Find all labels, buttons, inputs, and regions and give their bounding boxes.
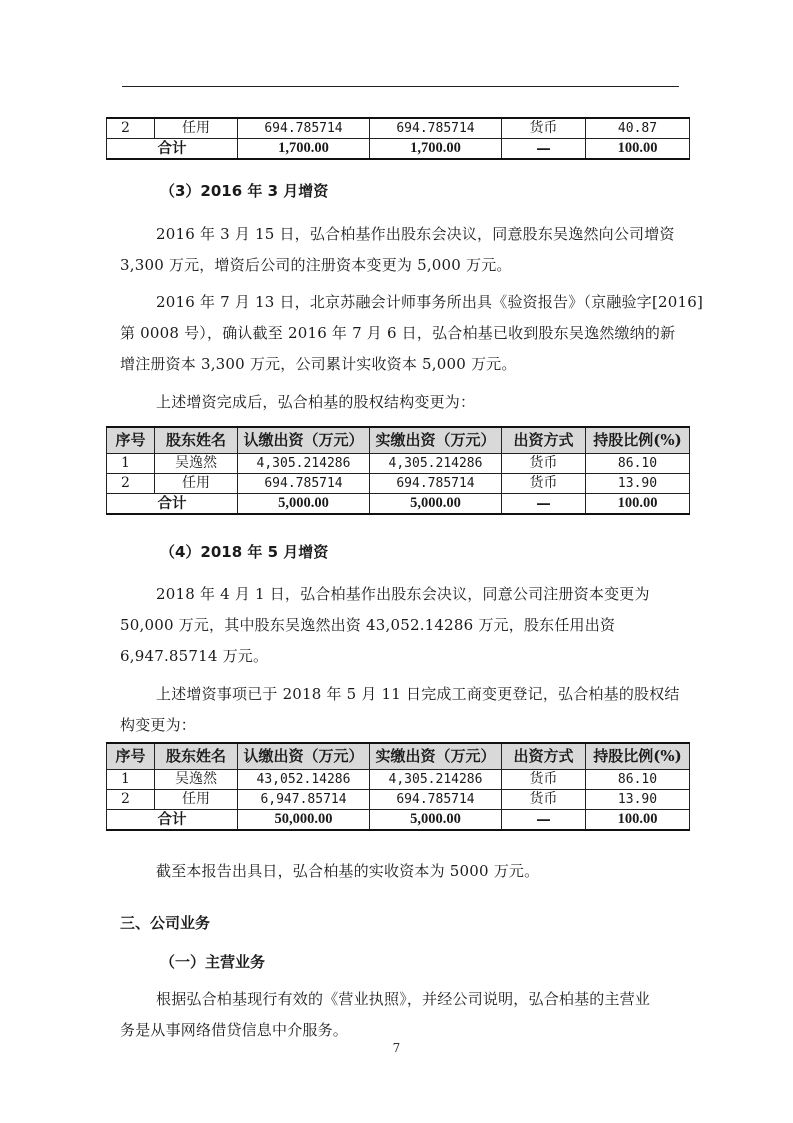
table-row	[107, 474, 690, 494]
header-name: 股东姓名	[155, 743, 238, 770]
row-subscribed: 694.785714	[238, 474, 370, 494]
row-ratio: 13.90	[586, 474, 690, 494]
table-row	[107, 118, 690, 139]
paragraph-2018-resolution	[120, 579, 680, 672]
header-method: 出资方式	[502, 743, 586, 770]
text-line: 2018 年 4 月 1 日，弘合柏基作出股东会决议，同意公司注册资本变更为	[156, 585, 650, 603]
table-header-row	[107, 743, 690, 770]
header-paid: 实缴出资（万元）	[370, 427, 502, 454]
total-subscribed: 50,000.00	[238, 810, 370, 831]
row-name: 吴逸然	[155, 770, 238, 790]
row-paid: 694.785714	[370, 474, 502, 494]
row-subscribed: 4,305.214286	[238, 454, 370, 474]
sub-heading-main-business: （一）主营业务	[160, 953, 266, 971]
row-subscribed: 43,052.14286	[238, 770, 370, 790]
row-paid: 694.785714	[370, 790, 502, 810]
text-line: 3,300 万元，增资后公司的注册资本变更为 5,000 万元。	[120, 256, 512, 274]
row-subscribed: 6,947.85714	[238, 790, 370, 810]
total-ratio: 100.00	[586, 494, 690, 515]
total-method: —	[502, 494, 586, 515]
paragraph-2016-resolution	[120, 219, 680, 281]
paragraph-2016-verification	[120, 287, 704, 380]
total-paid: 5,000.00	[370, 810, 502, 831]
row-method: 货币	[502, 790, 586, 810]
row-ratio: 86.10	[586, 770, 690, 790]
table-row	[107, 770, 690, 790]
row-paid: 4,305.214286	[370, 454, 502, 474]
row-ratio: 40.87	[586, 118, 690, 139]
paragraph-closing	[120, 856, 680, 887]
section-heading-2016-march: （3）2016 年 3 月增资	[160, 182, 329, 200]
row-ratio: 13.90	[586, 790, 690, 810]
row-name: 任用	[155, 790, 238, 810]
header-subscribed: 认缴出资（万元）	[238, 743, 370, 770]
row-paid: 694.785714	[370, 118, 502, 139]
total-ratio: 100.00	[586, 810, 690, 831]
row-no: 1	[107, 770, 155, 790]
total-label: 合计	[107, 810, 238, 831]
text-line: 2016 年 7 月 13 日，北京苏融会计师事务所出具《验资报告》（京融验字[2016]	[156, 293, 704, 311]
row-no: 1	[107, 454, 155, 474]
text-line: 2016 年 3 月 15 日，弘合柏基作出股东会决议，同意股东吴逸然向公司增资	[156, 225, 675, 243]
text-line: 增注册资本 3,300 万元，公司累计实收资本 5,000 万元。	[120, 355, 517, 373]
text-line: 根据弘合柏基现行有效的《营业执照》，并经公司说明，弘合柏基的主营业	[156, 990, 651, 1008]
section-heading-2018-may: （4）2018 年 5 月增资	[160, 543, 329, 561]
table-total-row	[107, 810, 690, 831]
row-method: 货币	[502, 454, 586, 474]
header-name: 股东姓名	[155, 427, 238, 454]
table-total-row	[107, 494, 690, 515]
row-no: 2	[107, 474, 155, 494]
text-line: 截至本报告出具日，弘合柏基的实收资本为 5000 万元。	[156, 862, 540, 880]
total-paid: 1,700.00	[370, 139, 502, 160]
total-label: 合计	[107, 494, 238, 515]
text-line: 上述增资完成后，弘合柏基的股权结构变更为：	[156, 393, 476, 411]
table-row	[107, 790, 690, 810]
total-subscribed: 5,000.00	[238, 494, 370, 515]
paragraph-2018-registration	[120, 679, 680, 741]
total-paid: 5,000.00	[370, 494, 502, 515]
header-no: 序号	[107, 743, 155, 770]
header-method: 出资方式	[502, 427, 586, 454]
table-row	[107, 454, 690, 474]
header-paid: 实缴出资（万元）	[370, 743, 502, 770]
header-ratio: 持股比例(%)	[586, 427, 690, 454]
row-name: 任用	[155, 118, 238, 139]
row-name: 吴逸然	[155, 454, 238, 474]
text-line: 构变更为：	[120, 716, 197, 734]
row-name: 任用	[155, 474, 238, 494]
row-method: 货币	[502, 118, 586, 139]
text-line: 务是从事网络借贷信息中介服务。	[120, 1021, 349, 1039]
table-total-row	[107, 139, 690, 160]
text-line: 6,947.85714 万元。	[120, 647, 269, 665]
page-number: 7	[392, 1041, 401, 1055]
text-line: 第 0008 号），确认截至 2016 年 7 月 6 日，弘合柏基已收到股东吴逸然缴纳的新	[120, 324, 676, 342]
row-paid: 4,305.214286	[370, 770, 502, 790]
total-subscribed: 1,700.00	[238, 139, 370, 160]
shareholding-table-2018	[106, 742, 690, 831]
shareholding-table-2016	[106, 426, 690, 515]
row-no: 2	[107, 118, 155, 139]
row-no: 2	[107, 790, 155, 810]
header-subscribed: 认缴出资（万元）	[238, 427, 370, 454]
header-rule	[122, 86, 679, 87]
table-header-row	[107, 427, 690, 454]
text-line: 上述增资事项已于 2018 年 5 月 11 日完成工商变更登记，弘合柏基的股权结	[156, 685, 680, 703]
section-heading-company-business: 三、公司业务	[120, 914, 211, 932]
paragraph-main-business	[120, 984, 680, 1046]
row-method: 货币	[502, 474, 586, 494]
total-ratio: 100.00	[586, 139, 690, 160]
paragraph-2016-structure-intro	[120, 387, 680, 418]
total-method: —	[502, 139, 586, 160]
text-line: 50,000 万元，其中股东吴逸然出资 43,052.14286 万元，股东任用出资	[120, 616, 616, 634]
total-method: —	[502, 810, 586, 831]
row-method: 货币	[502, 770, 586, 790]
total-label: 合计	[107, 139, 238, 160]
row-subscribed: 694.785714	[238, 118, 370, 139]
header-no: 序号	[107, 427, 155, 454]
shareholding-table-prev	[106, 117, 690, 160]
row-ratio: 86.10	[586, 454, 690, 474]
header-ratio: 持股比例(%)	[586, 743, 690, 770]
